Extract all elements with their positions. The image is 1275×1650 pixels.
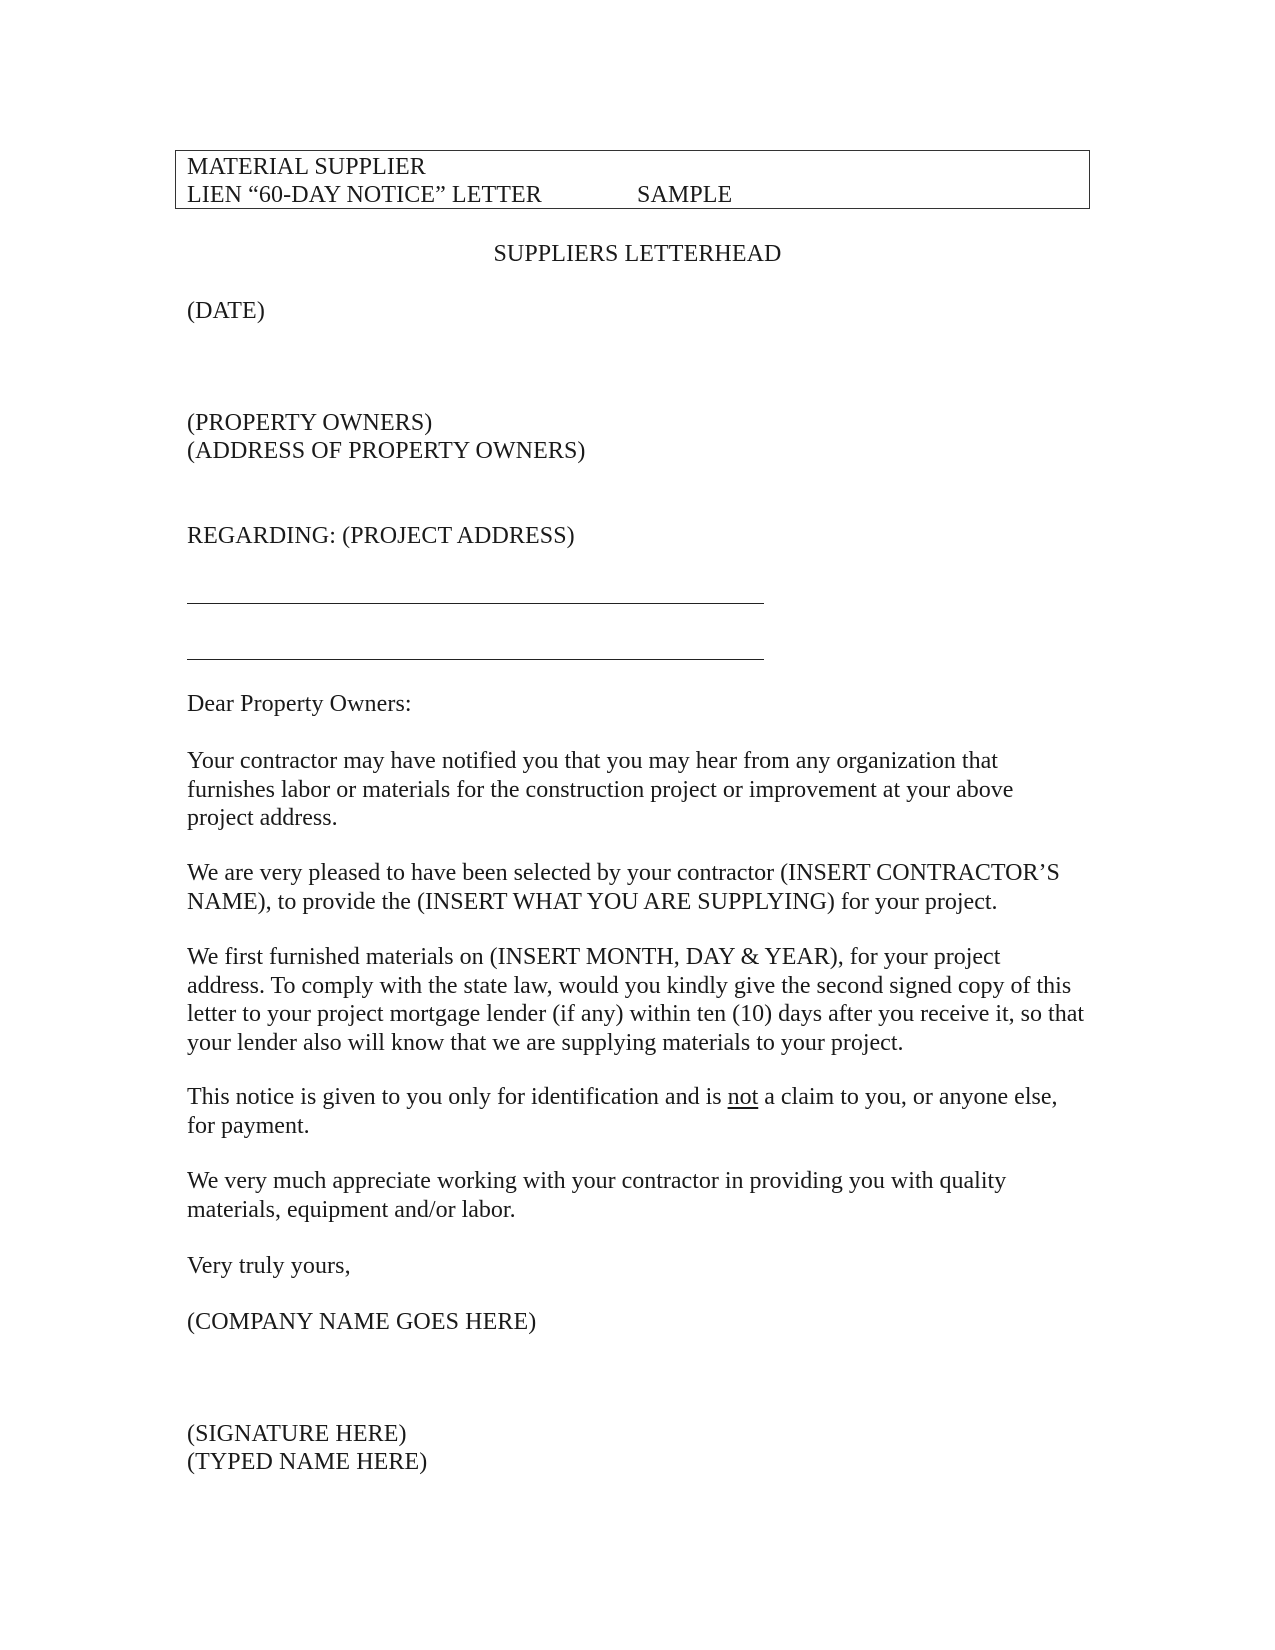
letterhead-placeholder: SUPPLIERS LETTERHEAD bbox=[493, 241, 782, 267]
date-placeholder: (DATE) bbox=[187, 298, 265, 324]
company-name-placeholder: (COMPANY NAME GOES HERE) bbox=[187, 1309, 537, 1335]
header-title-line1: MATERIAL SUPPLIER bbox=[187, 154, 426, 180]
text-segment: This notice is given to you only for identification and is bbox=[187, 1084, 728, 1110]
underlined-not: not bbox=[727, 1084, 759, 1110]
property-owners-placeholder: (PROPERTY OWNERS) bbox=[187, 410, 433, 436]
paragraph-line: project address. bbox=[187, 805, 338, 831]
signature-placeholder: (SIGNATURE HERE) bbox=[187, 1421, 407, 1447]
owners-address-placeholder: (ADDRESS OF PROPERTY OWNERS) bbox=[187, 438, 586, 464]
paragraph-appreciation bbox=[187, 1167, 1006, 1224]
paragraph-line: We are very pleased to have been selected by your contractor (INSERT CONTRACTOR’S bbox=[187, 860, 1060, 886]
paragraph-line: NAME), to provide the (INSERT WHAT YOU ARE SUPPLYING) for your project. bbox=[187, 888, 998, 915]
typed-name-placeholder: (TYPED NAME HERE) bbox=[187, 1449, 428, 1475]
paragraph-line: your lender also will know that we are supplying materials to your project. bbox=[187, 1029, 904, 1056]
paragraph-line: for payment. bbox=[187, 1112, 310, 1139]
paragraph-line: furnishes labor or materials for the construction project or improvement at your above bbox=[187, 776, 1014, 803]
paragraph-line: Your contractor may have notified you that you may hear from any organization that bbox=[187, 748, 998, 774]
paragraph-line: letter to your project mortgage lender (if any) within ten (10) days after you receive it, so that bbox=[187, 1001, 1085, 1027]
closing: Very truly yours, bbox=[187, 1253, 351, 1279]
regarding-line: REGARDING: (PROJECT ADDRESS) bbox=[187, 523, 575, 549]
paragraph-identification-notice bbox=[187, 1083, 1058, 1140]
blank-address-line-2 bbox=[187, 659, 764, 660]
paragraph-line: We first furnished materials on (INSERT MONTH, DAY & YEAR), for your project bbox=[187, 944, 1001, 970]
paragraph-contractor-notice bbox=[187, 747, 1013, 833]
paragraph-line: materials, equipment and/or labor. bbox=[187, 1196, 516, 1223]
text-segment: a claim to you, or anyone else, bbox=[758, 1084, 1058, 1110]
paragraph-selection bbox=[187, 859, 1060, 916]
paragraph-line: address. To comply with the state law, would you kindly give the second signed copy of this bbox=[187, 972, 1072, 999]
blank-address-line-1 bbox=[187, 603, 764, 604]
paragraph-line: We very much appreciate working with your contractor in providing you with quality bbox=[187, 1168, 1007, 1194]
salutation: Dear Property Owners: bbox=[187, 691, 412, 717]
paragraph-first-furnished bbox=[187, 943, 1084, 1057]
header-title-line2: LIEN “60-DAY NOTICE” LETTER bbox=[187, 182, 542, 208]
header-sample-label: SAMPLE bbox=[637, 182, 733, 208]
paragraph-line bbox=[187, 1083, 1058, 1112]
